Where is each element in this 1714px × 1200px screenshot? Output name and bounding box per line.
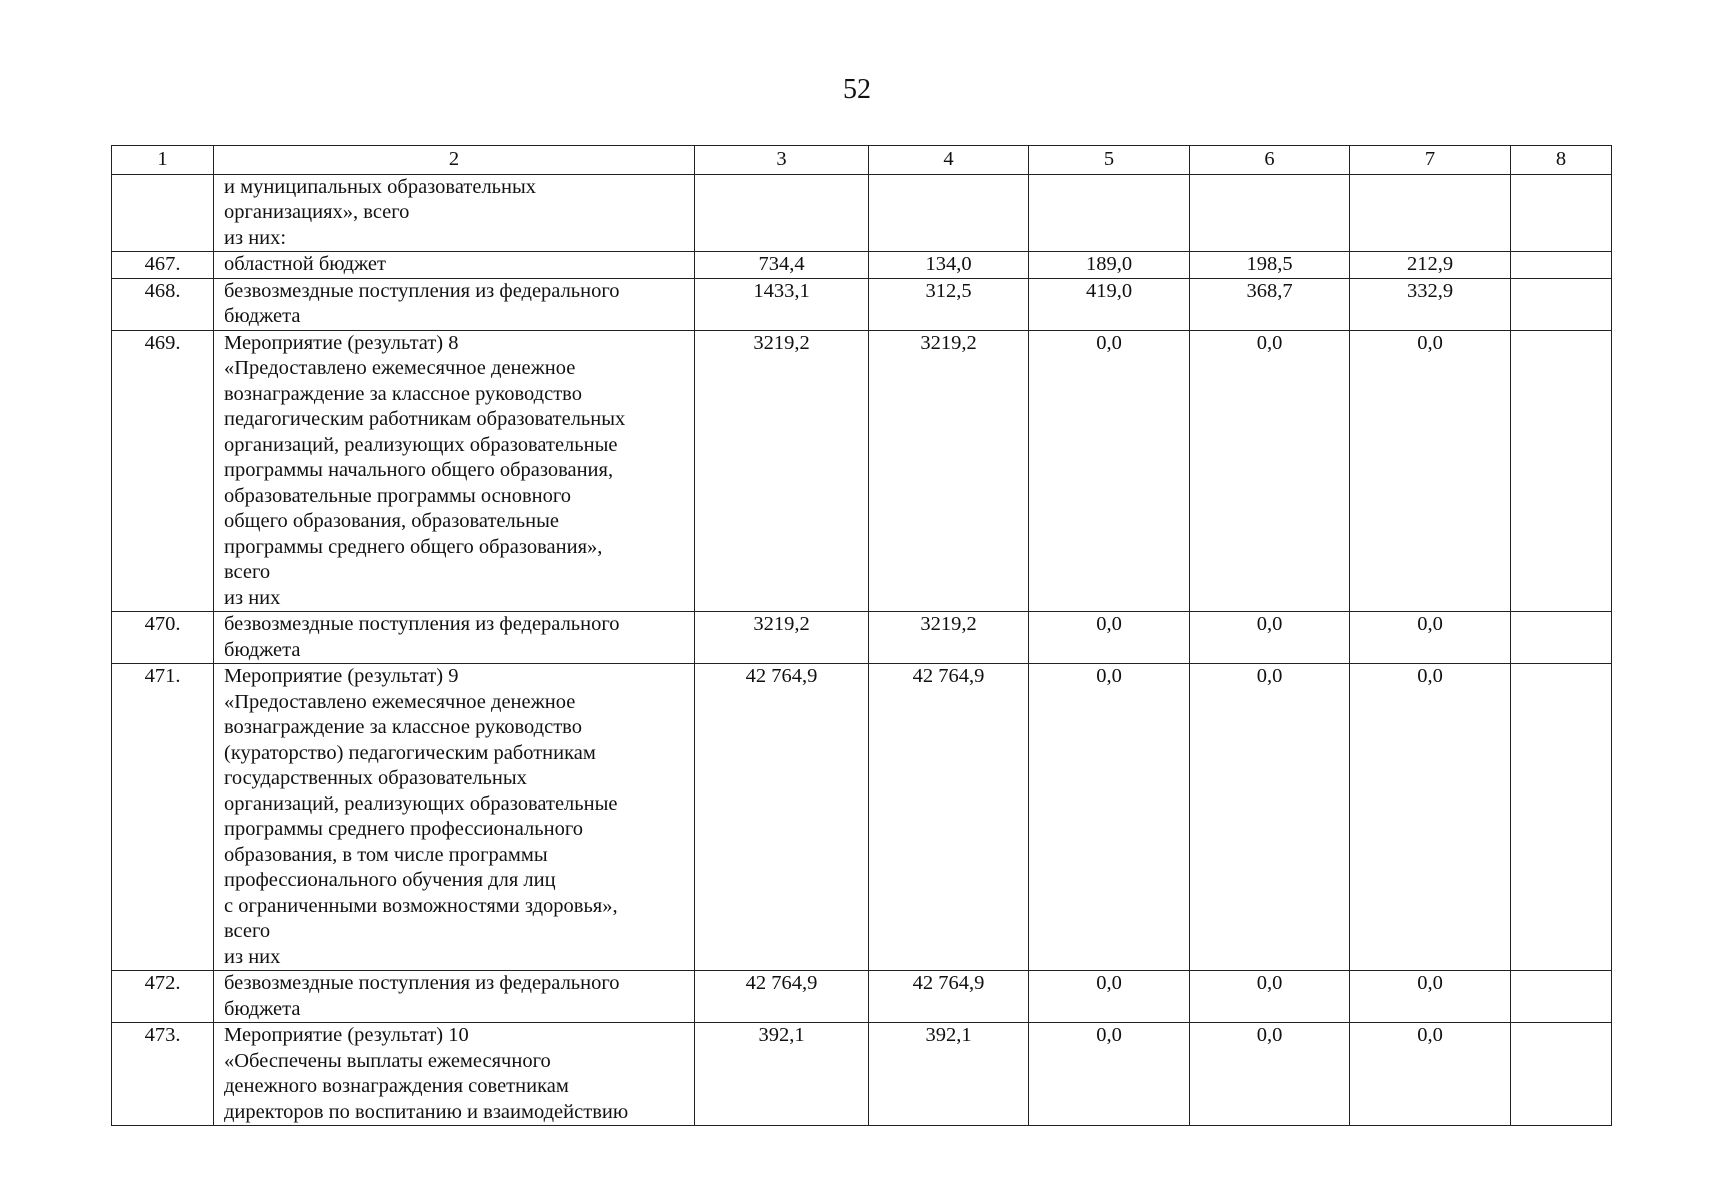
value-cell-col-7: 332,9 (1350, 278, 1511, 330)
row-number-cell (112, 174, 214, 252)
budget-table (111, 145, 1612, 1126)
value-cell-col-5 (1029, 174, 1190, 252)
value-cell-col-7: 0,0 (1350, 1023, 1511, 1126)
table-row (112, 252, 1612, 279)
value-cell-col-8 (1511, 664, 1612, 971)
row-description-cell (214, 330, 695, 612)
description-line: областной бюджет (224, 253, 386, 275)
row-description-cell (214, 252, 695, 279)
description-line: и муниципальных образовательных (224, 175, 537, 198)
column-header: 6 (1190, 146, 1350, 175)
description-line: вознаграждение за классное руководство (224, 382, 582, 405)
value-cell-col-5: 419,0 (1029, 278, 1190, 330)
description-line: Мероприятие (результат) 9 (224, 665, 459, 687)
value-cell-col-3: 734,4 (695, 252, 869, 279)
value-cell-col-6: 198,5 (1190, 252, 1350, 279)
row-description-cell (214, 971, 695, 1023)
description-line: организациях», всего (224, 201, 410, 223)
description-line: общего образования, образовательные (224, 510, 559, 532)
column-header: 7 (1350, 146, 1511, 175)
row-description-cell (214, 278, 695, 330)
description-line: «Предоставлено ежемесячное денежное (224, 690, 576, 713)
description-line: профессионального обучения для лиц (224, 869, 556, 891)
description-line: (кураторство) педагогическим работникам (224, 741, 596, 764)
table-row (112, 1023, 1612, 1126)
value-cell-col-5: 0,0 (1029, 330, 1190, 612)
value-cell-col-4: 312,5 (869, 278, 1029, 330)
table-row (112, 971, 1612, 1023)
value-cell-col-7 (1350, 174, 1511, 252)
value-cell-col-8 (1511, 252, 1612, 279)
column-header: 8 (1511, 146, 1612, 175)
value-cell-col-4: 3219,2 (869, 330, 1029, 612)
description-line: «Обеспечены выплаты ежемесячного (224, 1049, 551, 1072)
value-cell-col-5: 189,0 (1029, 252, 1190, 279)
value-cell-col-6: 368,7 (1190, 278, 1350, 330)
description-line: из них: (224, 226, 287, 249)
value-cell-col-6 (1190, 174, 1350, 252)
row-number-cell: 468. (112, 278, 214, 330)
value-cell-col-5: 0,0 (1029, 1023, 1190, 1126)
value-cell-col-4: 42 764,9 (869, 971, 1029, 1023)
row-description-cell (214, 174, 695, 252)
description-line: денежного вознаграждения советникам (224, 1075, 569, 1097)
value-cell-col-5: 0,0 (1029, 664, 1190, 971)
description-line: безвозмездные поступления из федерального (224, 613, 620, 635)
row-description-cell (214, 612, 695, 664)
table-row (112, 612, 1612, 664)
table-row (112, 278, 1612, 330)
description-line: программы среднего общего образования», (224, 535, 603, 558)
column-header: 5 (1029, 146, 1190, 175)
description-line: вознаграждение за классное руководство (224, 716, 582, 738)
description-line: безвозмездные поступления из федерального (224, 279, 620, 302)
value-cell-col-7: 0,0 (1350, 612, 1511, 664)
description-line: организаций, реализующих образовательные (224, 433, 618, 456)
value-cell-col-8 (1511, 612, 1612, 664)
row-number-cell: 470. (112, 612, 214, 664)
value-cell-col-3: 3219,2 (695, 330, 869, 612)
row-number-cell: 469. (112, 330, 214, 612)
description-line: из них (224, 586, 281, 609)
value-cell-col-8 (1511, 278, 1612, 330)
value-cell-col-4: 134,0 (869, 252, 1029, 279)
description-line: бюджета (224, 638, 301, 661)
description-line: бюджета (224, 305, 301, 327)
description-line: «Предоставлено ежемесячное денежное (224, 357, 576, 379)
row-number-cell: 473. (112, 1023, 214, 1126)
description-line: государственных образовательных (224, 767, 527, 789)
value-cell-col-3: 1433,1 (695, 278, 869, 330)
description-line: педагогическим работникам образовательных (224, 408, 626, 430)
value-cell-col-8 (1511, 330, 1612, 612)
description-line: всего (224, 561, 271, 583)
page-number: 52 (843, 74, 871, 105)
value-cell-col-6: 0,0 (1190, 971, 1350, 1023)
column-header: 3 (695, 146, 869, 175)
value-cell-col-7: 0,0 (1350, 330, 1511, 612)
description-line: директоров по воспитанию и взаимодействию (224, 1100, 629, 1123)
value-cell-col-4: 392,1 (869, 1023, 1029, 1126)
value-cell-col-6: 0,0 (1190, 612, 1350, 664)
description-line: Мероприятие (результат) 10 (224, 1024, 469, 1046)
table-body (112, 174, 1612, 1126)
row-number-cell: 467. (112, 252, 214, 279)
description-line: образовательные программы основного (224, 484, 572, 507)
value-cell-col-5: 0,0 (1029, 612, 1190, 664)
description-line: всего (224, 920, 271, 942)
column-header: 1 (112, 146, 214, 175)
table-row (112, 330, 1612, 612)
column-header: 2 (214, 146, 695, 175)
table-row (112, 174, 1612, 252)
value-cell-col-3 (695, 174, 869, 252)
value-cell-col-6: 0,0 (1190, 1023, 1350, 1126)
description-line: с ограниченными возможностями здоровья», (224, 894, 618, 917)
value-cell-col-8 (1511, 971, 1612, 1023)
table-row (112, 664, 1612, 971)
value-cell-col-3: 42 764,9 (695, 664, 869, 971)
value-cell-col-3: 392,1 (695, 1023, 869, 1126)
row-description-cell (214, 1023, 695, 1126)
description-line: безвозмездные поступления из федерального (224, 972, 620, 994)
row-description-cell (214, 664, 695, 971)
value-cell-col-3: 3219,2 (695, 612, 869, 664)
row-number-cell: 472. (112, 971, 214, 1023)
value-cell-col-4: 42 764,9 (869, 664, 1029, 971)
value-cell-col-7: 212,9 (1350, 252, 1511, 279)
value-cell-col-8 (1511, 1023, 1612, 1126)
header-row (112, 146, 1612, 175)
description-line: программы среднего профессионального (224, 818, 584, 840)
value-cell-col-4 (869, 174, 1029, 252)
description-line: образования, в том числе программы (224, 843, 548, 866)
description-line: бюджета (224, 997, 301, 1020)
description-line: из них (224, 945, 281, 968)
value-cell-col-7: 0,0 (1350, 971, 1511, 1023)
value-cell-col-3: 42 764,9 (695, 971, 869, 1023)
description-line: программы начального общего образования, (224, 459, 614, 481)
value-cell-col-6: 0,0 (1190, 664, 1350, 971)
value-cell-col-5: 0,0 (1029, 971, 1190, 1023)
value-cell-col-4: 3219,2 (869, 612, 1029, 664)
value-cell-col-6: 0,0 (1190, 330, 1350, 612)
description-line: Мероприятие (результат) 8 (224, 331, 459, 354)
row-number-cell: 471. (112, 664, 214, 971)
column-header: 4 (869, 146, 1029, 175)
description-line: организаций, реализующих образовательные (224, 792, 618, 815)
value-cell-col-7: 0,0 (1350, 664, 1511, 971)
value-cell-col-8 (1511, 174, 1612, 252)
